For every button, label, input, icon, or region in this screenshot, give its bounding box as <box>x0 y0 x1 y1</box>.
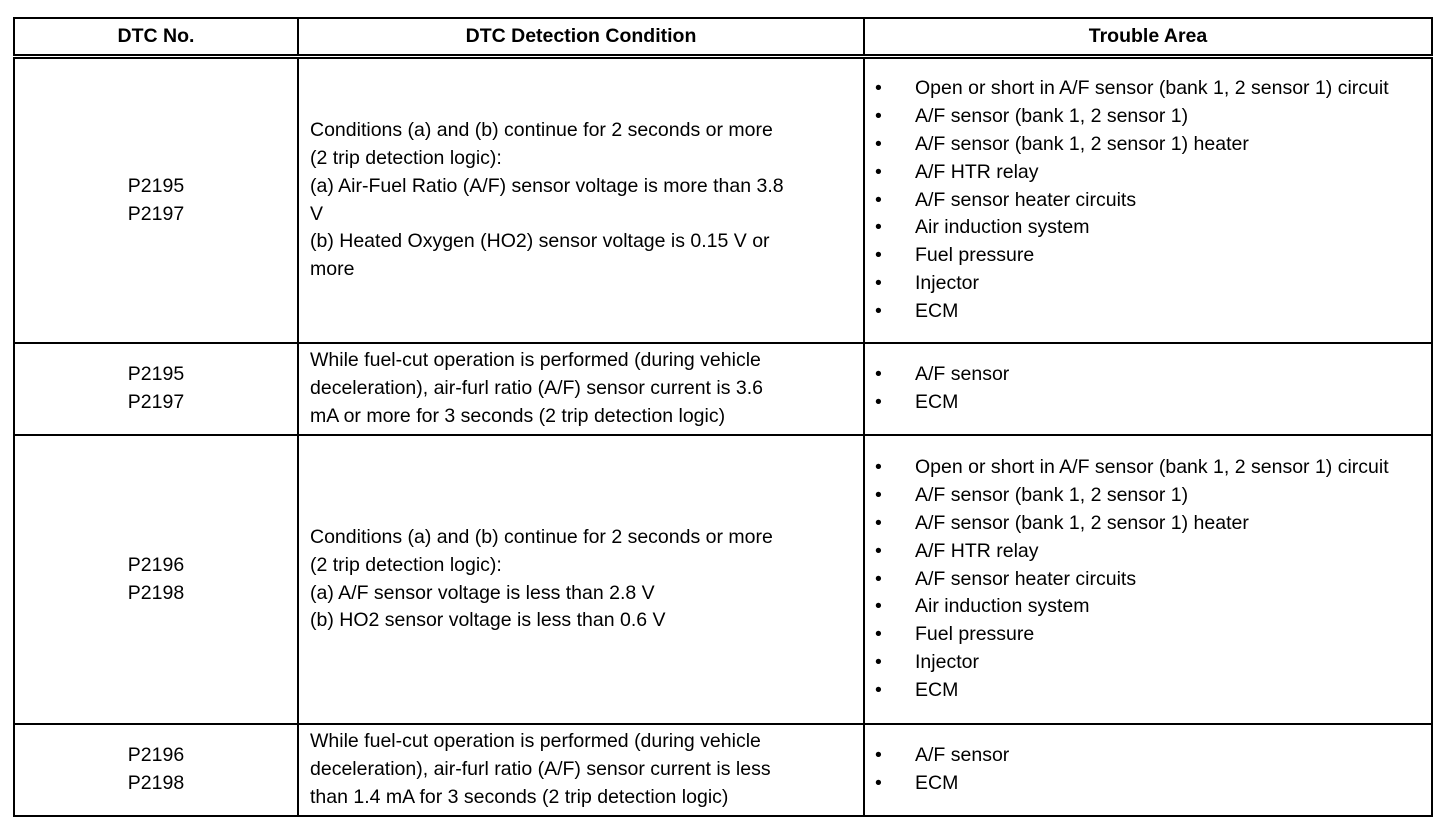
header-dtc-no: DTC No. <box>14 18 298 57</box>
bullet-icon: • <box>875 133 882 155</box>
trouble-area-text: A/F sensor (bank 1, 2 sensor 1) heater <box>915 133 1249 155</box>
table-row <box>14 435 1432 724</box>
trouble-area-text: A/F sensor (bank 1, 2 sensor 1) heater <box>915 512 1249 534</box>
trouble-area-text: ECM <box>915 678 959 701</box>
bullet-icon: • <box>875 678 882 701</box>
bullet-icon: • <box>875 363 882 386</box>
trouble-area-list <box>865 361 1423 417</box>
trouble-area-list <box>865 75 1423 325</box>
bullet-icon: • <box>875 567 882 590</box>
bullet-icon: • <box>875 299 882 322</box>
trouble-area-text: A/F sensor <box>915 363 1010 386</box>
trouble-area-text: Injector <box>915 271 979 294</box>
bullet-icon: • <box>875 77 882 100</box>
list-item <box>865 214 1423 242</box>
table-row <box>14 724 1432 816</box>
trouble-area-list <box>865 742 1423 798</box>
trouble-area-text: Air induction system <box>915 216 1090 239</box>
condition-line: more <box>310 258 355 281</box>
trouble-area-text: Fuel pressure <box>915 623 1035 646</box>
list-item <box>865 131 1423 159</box>
bullet-icon: • <box>875 595 882 618</box>
bullet-icon: • <box>875 623 882 646</box>
trouble-area-cell <box>864 724 1432 816</box>
dtc-code: P2196 <box>127 744 185 767</box>
condition-line: deceleration), air-furl ratio (A/F) sensor current is 3.6 <box>310 377 763 400</box>
condition-line: (2 trip detection logic): <box>310 553 502 576</box>
bullet-icon: • <box>875 744 882 767</box>
trouble-area-text: A/F sensor heater circuits <box>915 567 1137 590</box>
bullet-icon: • <box>875 456 882 479</box>
list-item <box>865 159 1423 187</box>
trouble-area-text: Open or short in A/F sensor (bank 1, 2 sensor 1) circuit <box>915 77 1389 100</box>
trouble-area-text: A/F sensor (bank 1, 2 sensor 1) <box>915 484 1189 507</box>
condition-line: than 1.4 mA for 3 seconds (2 trip detection logic) <box>310 785 729 808</box>
list-item <box>865 649 1423 677</box>
list-item <box>865 103 1423 131</box>
trouble-area-text: Air induction system <box>915 595 1090 618</box>
list-item <box>865 298 1423 326</box>
dtc-code: P2195 <box>127 363 185 386</box>
trouble-area-text: Injector <box>915 650 979 673</box>
bullet-icon: • <box>875 772 882 794</box>
trouble-area-text: A/F sensor <box>915 744 1010 767</box>
bullet-icon: • <box>875 484 882 507</box>
dtc-code: P2197 <box>127 202 185 225</box>
list-item <box>865 242 1423 270</box>
bullet-icon: • <box>875 105 882 128</box>
list-item <box>865 270 1423 298</box>
bullet-icon: • <box>875 650 882 673</box>
dtc-code-cell <box>14 343 298 435</box>
dtc-code: P2198 <box>127 772 185 794</box>
trouble-area-text: A/F HTR relay <box>915 539 1039 562</box>
detection-condition-cell <box>298 57 864 344</box>
condition-line: (b) HO2 sensor voltage is less than 0.6 V <box>310 609 666 632</box>
dtc-code-cell <box>14 57 298 344</box>
detection-condition-cell <box>298 435 864 724</box>
dtc-code: P2198 <box>127 581 185 604</box>
list-item <box>865 454 1423 482</box>
condition-line: V <box>310 202 324 225</box>
dtc-table <box>13 17 1433 817</box>
bullet-icon: • <box>875 160 882 183</box>
bullet-icon: • <box>875 512 882 534</box>
table-row <box>14 57 1432 344</box>
bullet-icon: • <box>875 539 882 562</box>
trouble-area-cell <box>864 343 1432 435</box>
trouble-area-text: Open or short in A/F sensor (bank 1, 2 sensor 1) circuit <box>915 456 1389 479</box>
trouble-area-list <box>865 454 1423 704</box>
list-item <box>865 187 1423 215</box>
list-item <box>865 770 1423 798</box>
condition-line: While fuel-cut operation is performed (during vehicle <box>310 349 761 372</box>
list-item <box>865 677 1423 705</box>
bullet-icon: • <box>875 216 882 239</box>
trouble-area-text: ECM <box>915 391 959 413</box>
condition-line: While fuel-cut operation is performed (during vehicle <box>310 730 761 753</box>
list-item <box>865 593 1423 621</box>
dtc-code: P2196 <box>127 553 185 576</box>
bullet-icon: • <box>875 188 882 211</box>
trouble-area-text: Fuel pressure <box>915 244 1035 267</box>
list-item <box>865 621 1423 649</box>
table-row <box>14 343 1432 435</box>
trouble-area-cell <box>864 57 1432 344</box>
table-header-row <box>14 18 1432 57</box>
dtc-code: P2195 <box>127 174 185 197</box>
condition-line: deceleration), air-furl ratio (A/F) sensor current is less <box>310 758 771 781</box>
list-item <box>865 510 1423 538</box>
list-item <box>865 482 1423 510</box>
condition-line: (2 trip detection logic): <box>310 146 502 169</box>
condition-line: (a) Air-Fuel Ratio (A/F) sensor voltage is more than 3.8 <box>310 174 784 197</box>
condition-line: (a) A/F sensor voltage is less than 2.8 V <box>310 581 655 604</box>
list-item <box>865 75 1423 103</box>
trouble-area-text: ECM <box>915 772 959 794</box>
detection-condition-cell <box>298 343 864 435</box>
header-trouble-area: Trouble Area <box>864 18 1432 57</box>
list-item <box>865 538 1423 566</box>
detection-condition-cell <box>298 724 864 816</box>
header-detection-condition: DTC Detection Condition <box>298 18 864 57</box>
list-item <box>865 361 1423 389</box>
list-item <box>865 566 1423 594</box>
dtc-code-cell <box>14 435 298 724</box>
list-item <box>865 742 1423 770</box>
bullet-icon: • <box>875 244 882 267</box>
condition-line: Conditions (a) and (b) continue for 2 seconds or more <box>310 525 773 548</box>
list-item <box>865 389 1423 417</box>
dtc-code: P2197 <box>127 391 185 413</box>
trouble-area-text: A/F sensor heater circuits <box>915 188 1137 211</box>
trouble-area-text: A/F sensor (bank 1, 2 sensor 1) <box>915 105 1189 128</box>
bullet-icon: • <box>875 271 882 294</box>
condition-line: (b) Heated Oxygen (HO2) sensor voltage is 0.15 V or <box>310 230 770 253</box>
bullet-icon: • <box>875 391 882 413</box>
condition-line: mA or more for 3 seconds (2 trip detection logic) <box>310 404 726 427</box>
trouble-area-cell <box>864 435 1432 724</box>
trouble-area-text: ECM <box>915 299 959 322</box>
dtc-code-cell <box>14 724 298 816</box>
condition-line: Conditions (a) and (b) continue for 2 seconds or more <box>310 119 773 142</box>
trouble-area-text: A/F HTR relay <box>915 160 1039 183</box>
